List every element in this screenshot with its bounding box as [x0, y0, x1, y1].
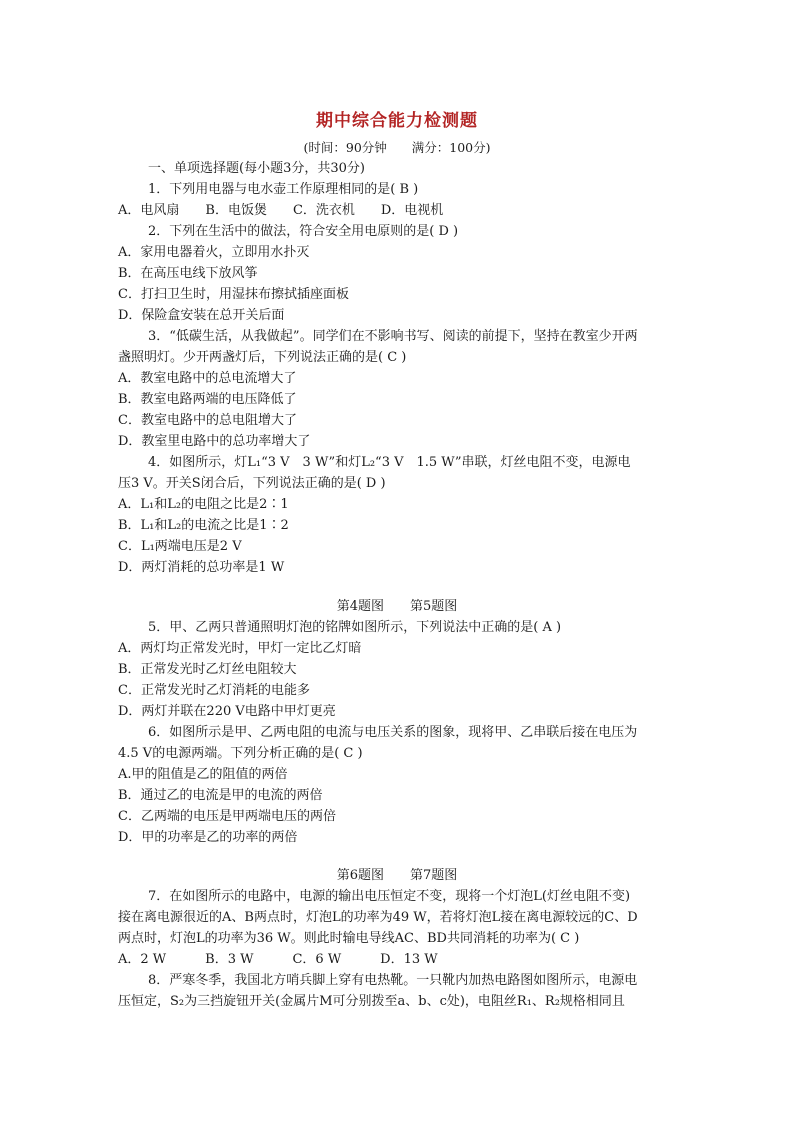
- question-5-option-a: A．两灯均正常发光时，甲灯一定比乙灯暗: [118, 641, 362, 656]
- question-4-option-c: C．L₁两端电压是2 V: [118, 539, 242, 554]
- question-4-option-a: A．L₁和L₂的电阻之比是2∶1: [118, 497, 289, 512]
- question-5-option-b: B．正常发光时乙灯丝电阻较大: [118, 662, 297, 677]
- question-7-cont-1: 接在离电源很近的A、B两点时，灯泡L的功率为49 W，若将灯泡L接在离电源较远的C、D: [118, 910, 638, 925]
- question-2-option-b: B．在高压电线下放风筝: [118, 266, 258, 281]
- question-8-cont: 压恒定，S₂为三挡旋钮开关(金属片M可分别拨至a、b、c处)，电阻丝R₁、R₂规格相同且: [118, 994, 625, 1009]
- exam-time-score: (时间：90分钟 满分：100分): [303, 140, 491, 155]
- question-6-option-a: A.甲的阻值是乙的阻值的两倍: [118, 767, 288, 782]
- section-heading: 一、单项选择题(每小题3分，共30分): [148, 161, 365, 176]
- question-3-option-c: C．教室电路中的总电阻增大了: [118, 413, 297, 428]
- question-6-cont: 4.5 V的电源两端。下列分析正确的是( C ): [118, 746, 363, 761]
- question-4: 4．如图所示，灯L₁“3 V 3 W”和灯L₂“3 V 1.5 W”串联，灯丝电阻不变，电源电: [148, 455, 631, 470]
- question-4-option-b: B．L₁和L₂的电流之比是1∶2: [118, 518, 289, 533]
- question-1: 1．下列用电器与电水壶工作原理相同的是( B ): [148, 182, 419, 197]
- page-title: 期中综合能力检测题: [316, 111, 478, 131]
- question-5-option-c: C．正常发光时乙灯消耗的电能多: [118, 683, 310, 698]
- question-7-options: A．2 W B．3 W C．6 W D．13 W: [118, 952, 438, 967]
- question-2-option-d: D．保险盒安装在总开关后面: [118, 308, 285, 323]
- question-4-option-d: D．两灯消耗的总功率是1 W: [118, 560, 285, 575]
- question-8: 8．严寒冬季，我国北方哨兵脚上穿有电热靴。一只靴内加热电路图如图所示，电源电: [148, 973, 638, 988]
- question-1-options: A．电风扇 B．电饭煲 C．洗衣机 D．电视机: [118, 203, 444, 218]
- question-2: 2．下列在生活中的做法，符合安全用电原则的是( D ): [148, 224, 459, 239]
- question-6-option-c: C．乙两端的电压是甲两端电压的两倍: [118, 809, 336, 824]
- question-2-option-a: A．家用电器着火，立即用水扑灭: [118, 245, 310, 260]
- question-7-cont-2: 两点时，灯泡L的功率为36 W。则此时输电导线AC、BD共同消耗的功率为( C ): [118, 931, 580, 946]
- question-3-option-a: A．教室电路中的总电流增大了: [118, 371, 297, 386]
- question-3-cont: 盏照明灯。少开两盏灯后，下列说法正确的是( C ): [118, 350, 407, 365]
- question-3: 3．“低碳生活，从我做起”。同学们在不影响书写、阅读的前提下，坚持在教室少开两: [148, 329, 638, 344]
- question-3-option-d: D．教室里电路中的总功率增大了: [118, 434, 311, 449]
- question-4-cont: 压3 V。开关S闭合后，下列说法正确的是( D ): [118, 476, 386, 491]
- question-6-option-b: B．通过乙的电流是甲的电流的两倍: [118, 788, 323, 803]
- question-6: 6．如图所示是甲、乙两电阻的电流与电压关系的图象，现将甲、乙串联后接在电压为: [148, 725, 638, 740]
- question-6-option-d: D．甲的功率是乙的功率的两倍: [118, 830, 298, 845]
- figure-caption-6-7: 第6题图 第7题图: [336, 868, 458, 883]
- question-5: 5．甲、乙两只普通照明灯泡的铭牌如图所示，下列说法中正确的是( A ): [148, 620, 562, 635]
- figure-caption-4-5: 第4题图 第5题图: [336, 599, 458, 614]
- question-5-option-d: D．两灯并联在220 V电路中甲灯更亮: [118, 704, 336, 719]
- question-3-option-b: B．教室电路两端的电压降低了: [118, 392, 297, 407]
- question-7: 7．在如图所示的电路中，电源的输出电压恒定不变，现将一个灯泡L(灯丝电阻不变): [148, 889, 631, 904]
- question-2-option-c: C．打扫卫生时，用湿抹布擦拭插座面板: [118, 287, 349, 302]
